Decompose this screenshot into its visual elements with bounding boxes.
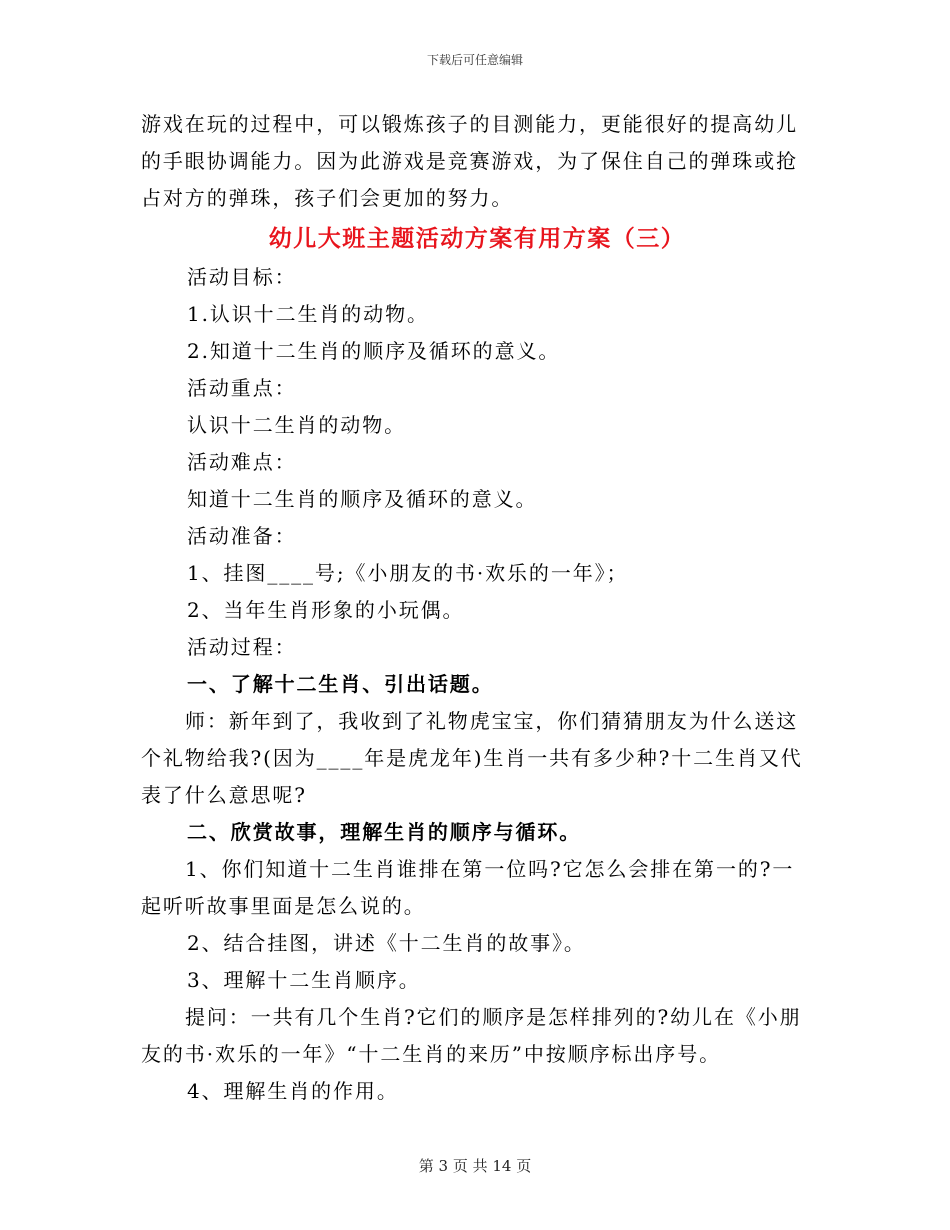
step2-heading: 二、欣赏故事，理解生肖的顺序与循环。: [187, 820, 582, 844]
step1-heading: 一、了解十二生肖、引出话题。: [187, 672, 494, 696]
document-body: [141, 106, 813, 1110]
page-header: 下载后可任意编辑: [426, 53, 523, 67]
process-label: 活动过程：: [187, 635, 297, 659]
objective-1: 1.认识十二生肖的动物。: [187, 302, 429, 326]
intro-line-1: 游戏在玩的过程中，可以锻炼孩子的目测能力，更能很好的提高幼儿: [141, 112, 798, 136]
step2-item-3: 3、理解十二生肖顺序。: [187, 968, 421, 992]
objective-2: 2.知道十二生肖的顺序及循环的意义。: [187, 339, 561, 363]
objectives-label: 活动目标：: [187, 265, 297, 289]
step1-paragraph: 师：新年到了，我收到了礼物虎宝宝，你们猜猜朋友为什么送这个礼物给我?(因为____年是虎龙年)生肖一共有多少种?十二生肖又代表了什么意思呢?: [141, 709, 803, 807]
prep-item-2: 2、当年生肖形象的小玩偶。: [187, 598, 465, 622]
prep-item-1: 1、挂图____号;《小朋友的书·欢乐的一年》；: [187, 561, 629, 585]
section-title: 幼儿大班主题活动方案有用方案（三）: [268, 225, 686, 252]
prep-label: 活动准备：: [187, 524, 297, 548]
difficulty-label: 活动难点：: [187, 450, 297, 474]
step2-item-1: 1、你们知道十二生肖谁排在第一位吗?它怎么会排在第一的?一起听听故事里面是怎么说的。: [141, 857, 795, 918]
intro-line-3: 占对方的弹珠，孩子们会更加的努力。: [141, 186, 514, 210]
step2-item-4: 4、理解生肖的作用。: [187, 1079, 399, 1103]
step2-question: 提问：一共有几个生肖?它们的顺序是怎样排列的?幼儿在《小朋友的书·欢乐的一年》“十二生肖的来历”中按顺序标出序号。: [141, 1005, 802, 1066]
page-footer: 第 3 页 共 14 页: [418, 1157, 532, 1175]
intro-line-2: 的手眼协调能力。因为此游戏是竞赛游戏，为了保住自己的弹珠或抢: [141, 149, 798, 173]
focus-text: 认识十二生肖的动物。: [187, 413, 406, 437]
focus-label: 活动重点：: [187, 376, 297, 400]
step2-item-2: 2、结合挂图，讲述《十二生肖的故事》。: [187, 931, 586, 955]
difficulty-text: 知道十二生肖的顺序及循环的意义。: [187, 487, 538, 511]
